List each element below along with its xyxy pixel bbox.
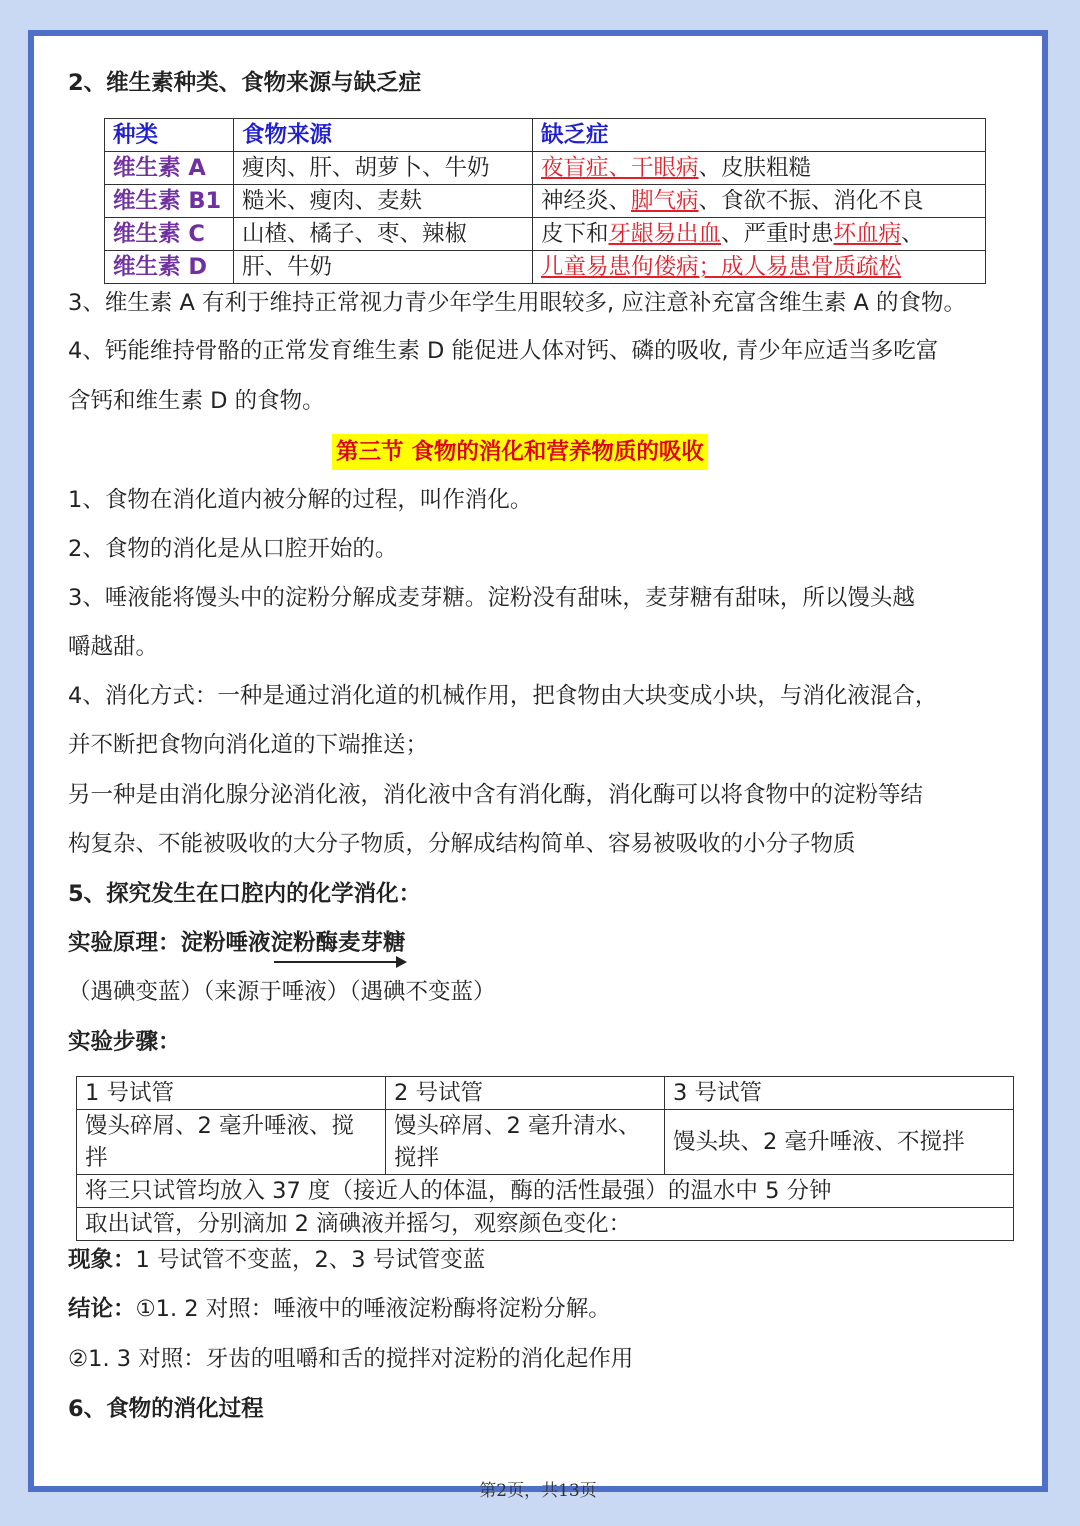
paragraph: 3、唾液能将馒头中的淀粉分解成麦芽糖。淀粉没有甜味，麦芽糖有甜味，所以馒头越 bbox=[68, 585, 915, 611]
phenomenon bbox=[68, 1245, 485, 1275]
paragraph: 另一种是由消化腺分泌消化液，消化液中含有消化酶，消化酶可以将食物中的淀粉等结 bbox=[68, 782, 924, 808]
food-source: 糙米、瘦肉、麦麸 bbox=[234, 185, 533, 218]
header-tube-1: 1 号试管 bbox=[77, 1077, 386, 1110]
tube-2-setup bbox=[386, 1110, 665, 1175]
conclusion-text: ①1. 2 对照：唾液中的唾液淀粉酶将淀粉分解。 bbox=[135, 1296, 611, 1322]
vitamin-type: 维生素 C bbox=[105, 218, 234, 251]
food-source: 山楂、橘子、枣、辣椒 bbox=[234, 218, 533, 251]
paragraph: 2、食物的消化是从口腔开始的。 bbox=[68, 536, 398, 562]
table-row bbox=[77, 1175, 1014, 1208]
paragraph: 嚼越甜。 bbox=[68, 634, 159, 660]
vitamin-table bbox=[104, 118, 986, 284]
deficiency-highlight: 夜盲症、干眼病 bbox=[541, 155, 699, 181]
header-source: 食物来源 bbox=[234, 119, 533, 152]
paragraph-heading: 5、探究发生在口腔内的化学消化： bbox=[68, 881, 422, 907]
experiment-table bbox=[76, 1076, 1014, 1241]
deficiency-highlight: 儿童易患佝偻病；成人易患骨质疏松 bbox=[541, 254, 902, 280]
vitamin-type: 维生素 D bbox=[105, 251, 234, 284]
food-source: 肝、牛奶 bbox=[234, 251, 533, 284]
table-row bbox=[105, 185, 986, 218]
phenomenon-text: 1 号试管不变蓝，2、3 号试管变蓝 bbox=[135, 1247, 486, 1273]
cell-line: 搅拌 bbox=[394, 1145, 440, 1171]
vitamin-type: 维生素 A bbox=[105, 152, 234, 185]
deficiency-text: 、食欲不振、消化不良 bbox=[698, 188, 924, 214]
vitamin-type: 维生素 B1 bbox=[105, 185, 234, 218]
reaction-arrow-head bbox=[396, 956, 407, 968]
deficiency bbox=[533, 185, 986, 218]
paragraph-heading: 6、食物的消化过程 bbox=[68, 1396, 264, 1422]
reaction-arrow bbox=[274, 961, 398, 963]
phenomenon-label: 现象： bbox=[68, 1247, 136, 1273]
deficiency bbox=[533, 152, 986, 185]
experiment-principle: 实验原理：淀粉唾液淀粉酶麦芽糖 bbox=[68, 930, 406, 956]
table-row bbox=[105, 218, 986, 251]
deficiency bbox=[533, 251, 986, 284]
tube-1-setup bbox=[77, 1110, 386, 1175]
table-row bbox=[105, 251, 986, 284]
header-tube-2: 2 号试管 bbox=[386, 1077, 665, 1110]
deficiency-highlight: 坏血病 bbox=[833, 221, 902, 247]
header-tube-3: 3 号试管 bbox=[665, 1077, 1014, 1110]
header-deficiency: 缺乏症 bbox=[533, 119, 986, 152]
deficiency-text: 、 bbox=[901, 221, 924, 247]
header-type: 种类 bbox=[105, 119, 234, 152]
deficiency-highlight: 牙龈易出血 bbox=[608, 221, 722, 247]
deficiency bbox=[533, 218, 986, 251]
table-row bbox=[77, 1110, 1014, 1175]
paragraph: 4、消化方式：一种是通过消化道的机械作用，把食物由大块变成小块，与消化液混合， bbox=[68, 683, 938, 709]
deficiency-text: 、严重时患 bbox=[721, 221, 834, 247]
paragraph: 构复杂、不能被吸收的大分子物质，分解成结构简单、容易被吸收的小分子物质 bbox=[68, 831, 856, 857]
cell-line: 拌 bbox=[85, 1145, 108, 1171]
paragraph: 3、维生素 A 有利于维持正常视力青少年学生用眼较多, 应注意补充富含维生素 A 的食物。 bbox=[68, 290, 967, 316]
conclusion-2: ②1. 3 对照：牙齿的咀嚼和舌的搅拌对淀粉的消化起作用 bbox=[68, 1346, 634, 1372]
principle-notes: （遇碘变蓝）（来源于唾液）（遇碘不变蓝） bbox=[68, 979, 496, 1005]
table-row bbox=[77, 1208, 1014, 1241]
cell-line: 馒头碎屑、2 毫升清水、 bbox=[394, 1113, 641, 1139]
table-row bbox=[105, 152, 986, 185]
paragraph: 并不断把食物向消化道的下端推送； bbox=[68, 732, 429, 758]
paragraph: 4、钙能维持骨骼的正常发育维生素 D 能促进人体对钙、磷的吸收, 青少年应适当多吃富 bbox=[68, 338, 939, 364]
deficiency-text: 皮下和 bbox=[541, 221, 609, 247]
conclusion-label: 结论： bbox=[68, 1296, 136, 1322]
steps-label: 实验步骤： bbox=[68, 1029, 181, 1055]
deficiency-text: 、皮肤粗糙 bbox=[698, 155, 812, 181]
section3-title: 第三节 食物的消化和营养物质的吸收 bbox=[332, 434, 708, 470]
document-page bbox=[28, 30, 1048, 1501]
paragraph: 1、食物在消化道内被分解的过程，叫作消化。 bbox=[68, 487, 533, 513]
deficiency-highlight: 脚气病 bbox=[631, 188, 699, 214]
cell-line: 馒头碎屑、2 毫升唾液、搅 bbox=[85, 1113, 354, 1139]
conclusion bbox=[68, 1294, 611, 1324]
step-iodine: 取出试管，分别滴加 2 滴碘液并摇匀，观察颜色变化： bbox=[77, 1208, 1014, 1241]
deficiency-text: 神经炎、 bbox=[541, 188, 632, 214]
step-warm-water: 将三只试管均放入 37 度（接近人的体温，酶的活性最强）的温水中 5 分钟 bbox=[77, 1175, 1014, 1208]
page-number: 第2页，共13页 bbox=[479, 1481, 597, 1501]
food-source: 瘦肉、肝、胡萝卜、牛奶 bbox=[234, 152, 533, 185]
section2-title: 2、维生素种类、食物来源与缺乏症 bbox=[68, 70, 422, 96]
tube-3-setup: 馒头块、2 毫升唾液、不搅拌 bbox=[665, 1110, 1014, 1175]
paragraph: 含钙和维生素 D 的食物。 bbox=[68, 388, 325, 414]
